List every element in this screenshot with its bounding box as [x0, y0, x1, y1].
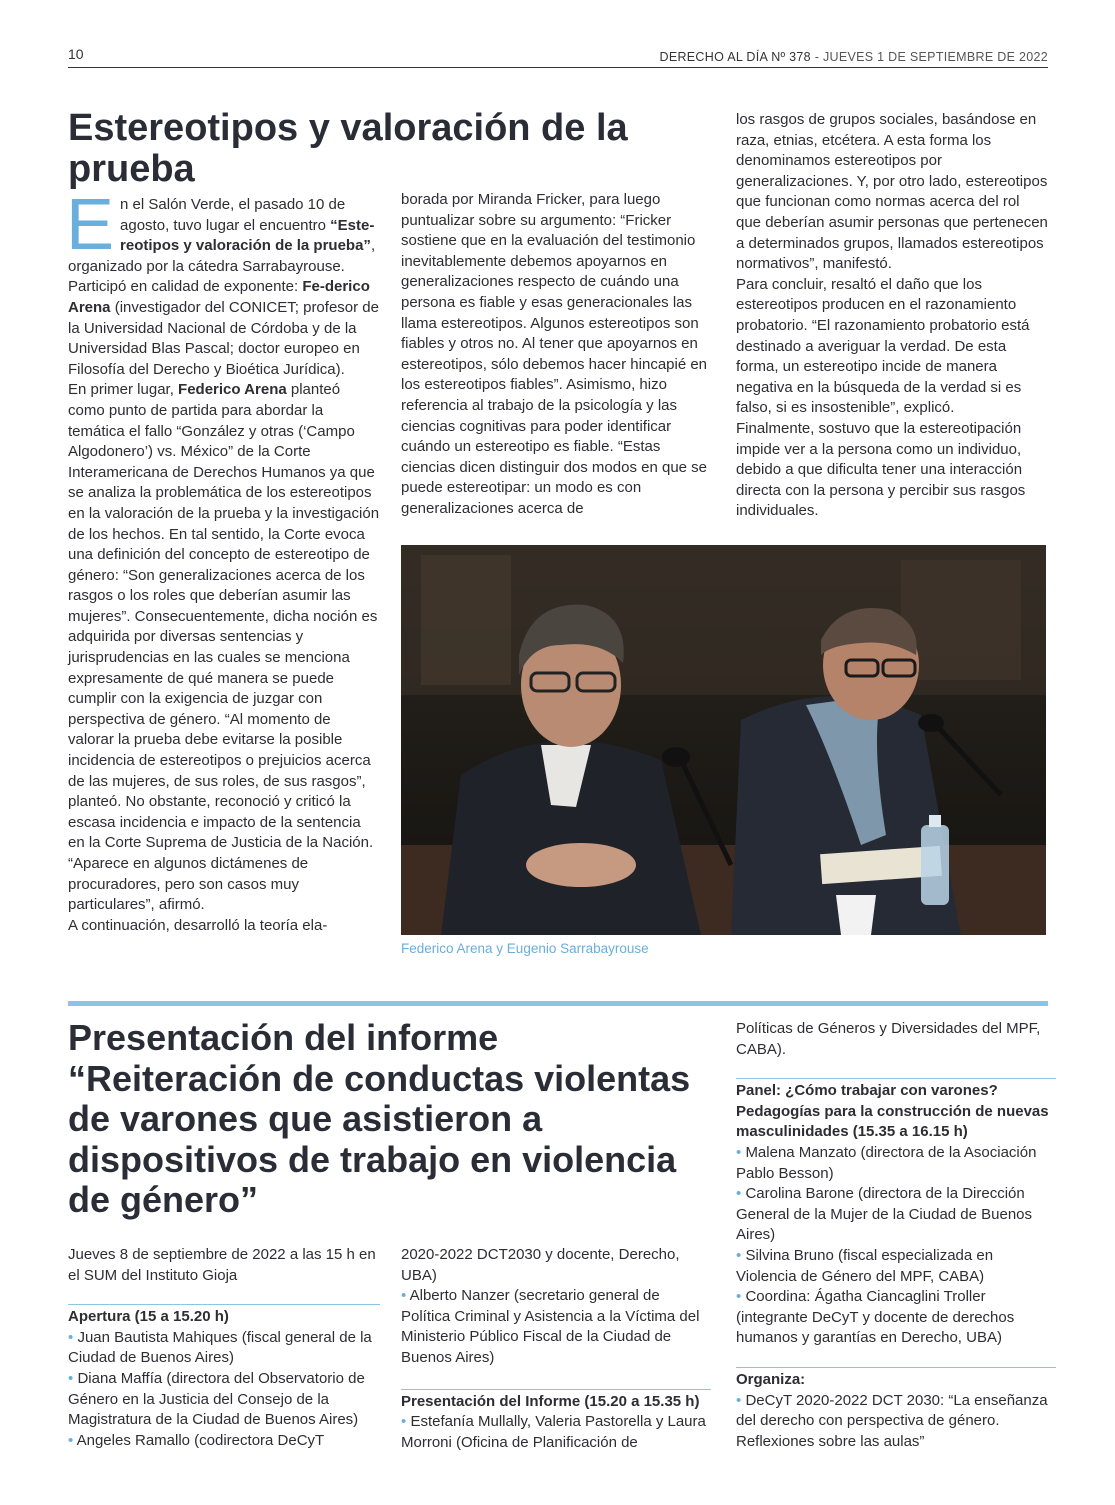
- bullet: •: [736, 1391, 742, 1409]
- article1-col1-p4: A continuación, desarrolló la teoría ela-: [68, 916, 328, 934]
- article1-col1-p3: [68, 380, 380, 915]
- photo-caption: Federico Arena y Eugenio Sarrabayrouse: [401, 941, 649, 956]
- bullet: •: [401, 1413, 407, 1431]
- running-head: [660, 50, 1049, 64]
- list-item: [401, 1286, 711, 1368]
- list-item-text: Alberto Nanzer (secretario general de Política Criminal y Asistencia a la Víctima del Ministerio Público Fiscal de la Ciudad de Buenos Aires): [401, 1287, 700, 1366]
- list-item-text: Diana Maffía (directora del Observatorio de Género en la Justicia del Consejo de la Magistratura de la Ciudad de Buenos Aires): [68, 1369, 365, 1429]
- text-run: Participó en calidad de exponente:: [68, 278, 303, 296]
- informe-heading: Presentación del Informe (15.20 a 15.35 h): [401, 1389, 711, 1413]
- page-number: 10: [68, 46, 84, 62]
- photo-illustration: [401, 545, 1046, 935]
- article2-title: Presentación del informe “Reiteración de conductas violentas de varones que asistieron a dispositivos de trabajo en violencia de género”: [68, 1017, 691, 1220]
- bullet: •: [68, 1431, 74, 1449]
- publication-name: DERECHO AL DÍA Nº 378: [659, 50, 811, 64]
- article1-column-2: [401, 190, 711, 520]
- article1-col2-text: borada por Miranda Fricker, para luego puntualizar sobre su argumento: “Fricker sostiene que en la evaluación del testimonio inevitablemente debemos apoyarnos en generalizaciones respecto de cuándo una persona es fiable y esas generacionales las llama estereotipos. Algunos estereotipos son fiables y otros no. Al tener que apoyarnos en estereotipos, sólo debemos hacer hincapié en los estereotipos fiables”. Asimismo, hizo referencia al trabajo de la psicología y las ciencias cognitivas para poder identificar cuándo un estereotipo es fiable. “Estas ciencias dicen distinguir dos modos en que se puede estereotipar: un modo es con generalizaciones acerca de: [401, 191, 708, 517]
- article1-col3-p1: los rasgos de grupos sociales, basándose en raza, etnias, etcétera. A esta forma los denominamos estereotipos por generalizaciones. Y, por otro lado, estereotipos que funcionan como normas acerca del rol que deberían asumir personas que pertenecen a determinados grupos, llamados estereotipos normativos”, manifestó.: [736, 111, 1048, 273]
- article2-column-1: [68, 1245, 380, 1451]
- event-intro: Jueves 8 de septiembre de 2022 a las 15 h en el SUM del Instituto Gioja: [68, 1246, 376, 1284]
- list-item: [736, 1143, 1056, 1184]
- text-run: , organizado por la cátedra Sarrabayrouse.: [68, 237, 376, 275]
- publication-date: - JUEVES 1 DE SEPTIEMBRE DE 2022: [810, 50, 1048, 64]
- article1-column-1: [66, 185, 380, 936]
- list-item: [736, 1246, 1056, 1287]
- list-item-text: Carolina Barone (directora de la Dirección General de la Mujer de la Ciudad de Buenos Aires): [736, 1185, 1033, 1244]
- list-item-continuation: Políticas de Géneros y Diversidades del MPF, CABA).: [736, 1020, 1041, 1058]
- list-item-text: Silvina Bruno (fiscal especializada en Violencia de Género del MPF, CABA): [736, 1246, 994, 1285]
- organiza-heading: Organiza:: [736, 1367, 1056, 1391]
- text-run: reotipos y valoración de la prueba”: [120, 237, 371, 255]
- text-run: En primer lugar,: [68, 381, 179, 399]
- bullet: •: [736, 1246, 742, 1264]
- list-item: [401, 1412, 711, 1453]
- list-item: [68, 1328, 380, 1369]
- list-item-text: Coordina: Ágatha Ciancaglini Troller (integrante DeCyT y docente de derechos humanos y garantías en Derecho, UBA): [736, 1288, 1015, 1347]
- bullet: •: [401, 1287, 407, 1305]
- speakers-photo: [401, 545, 1046, 935]
- list-item-text: DeCyT 2020-2022 DCT 2030: “La enseñanza del derecho con perspectiva de género. Reflexiones sobre las aulas”: [736, 1391, 1048, 1450]
- article1-column-3: [736, 110, 1048, 522]
- text-run: Fe-: [302, 278, 325, 296]
- section-divider: [68, 1001, 1048, 1006]
- panel-heading: Panel: ¿Cómo trabajar con varones? Pedagogías para la construcción de nuevas masculinidades (15.35 a 16.15 h): [736, 1078, 1056, 1143]
- dropcap: E: [66, 185, 115, 265]
- list-item: [68, 1431, 380, 1452]
- bullet: •: [736, 1185, 742, 1203]
- list-item: [736, 1287, 1056, 1349]
- article1-col1-p2: [68, 277, 380, 380]
- list-item-text: Juan Bautista Mahiques (fiscal general de la Ciudad de Buenos Aires): [68, 1328, 372, 1367]
- text-run: (investigador del CONICET; profesor de la Universidad Nacional de Córdoba y de la Universidad Blas Pascal; doctor europeo en Filosofía del Derecho y Bioética Jurídica).: [68, 298, 379, 378]
- text-run: “Este-: [330, 216, 375, 234]
- bullet: •: [736, 1288, 742, 1306]
- list-item: [736, 1391, 1056, 1453]
- bullet: •: [68, 1369, 74, 1387]
- text-run: n el Salón Verde, el pasado 10 de: [120, 196, 346, 213]
- article2-column-3: [736, 1019, 1056, 1452]
- list-item: [736, 1184, 1056, 1246]
- list-item-text: Angeles Ramallo (codirectora DeCyT: [76, 1431, 325, 1449]
- article1-col3-p3: Finalmente, sostuvo que la estereotipación impide ver a la persona como un individuo, debido a que dificulta tener una interacción directa con la persona y percibir sus rasgos individuales.: [736, 419, 1026, 520]
- list-item-continuation: 2020-2022 DCT2030 y docente, Derecho, UBA): [401, 1246, 680, 1284]
- article1-col3-p2: Para concluir, resaltó el daño que los estereotipos producen en el razonamiento probatorio. “El razonamiento probatorio está destinado a averiguar la verdad. De esta forma, un estereotipo incide de manera negativa en la búsqueda de la verdad si es falso, si es insostenible”, explicó.: [736, 275, 1030, 417]
- bullet: •: [68, 1328, 74, 1346]
- bullet: •: [736, 1143, 742, 1161]
- text-run: derico Arena: [68, 278, 370, 316]
- article1-title: Estereotipos y valoración de la prueba: [68, 107, 628, 190]
- text-run: planteó como punto de partida para abordar la temática el fallo “González y otras (‘Campo Algodonero’) vs. México” de la Corte Interamericana de Derechos Humanos ya que se analiza la problemática de los estereotipos en la valoración de la prueba y la investigación de los hechos. En tal sentido, la Corte evoca una definición del concepto de estereotipo de género: “Son generalizaciones acerca de los rasgos o los roles que deberían asumir las mujeres”. Consecuentemente, dicha noción es adquirida por diversas sentencias y jurisprudencias en las cuales se menciona expresamente de qué manera se puede cumplir con la exigencia de juzgar con perspectiva de género. “Al momento de valorar la prueba debe evitarse la posible incidencia de estereotipos o prejuicios acerca de las mujeres, de sus roles, de sus rasgos”, planteó. No obstante, reconoció y criticó la escasa incidencia e impacto de la sentencia en la Corte Suprema de Justicia de la Nación. “Aparece en algunos dictámenes de procuradores, pero son casos muy particulares”, afirmó.: [68, 381, 380, 914]
- apertura-heading: Apertura (15 a 15.20 h): [68, 1304, 380, 1328]
- text-run: agosto, tuvo lugar el encuentro: [120, 216, 331, 234]
- article2-column-2: [401, 1245, 711, 1453]
- speaker-name-bold: Federico Arena: [178, 381, 287, 399]
- list-item-text: Malena Manzato (directora de la Asociación Pablo Besson): [736, 1143, 1037, 1182]
- page-header: [68, 44, 1048, 68]
- article1-col1-p1: [66, 185, 380, 277]
- list-item: [68, 1369, 380, 1431]
- list-item-text: Estefanía Mullally, Valeria Pastorella y Laura Morroni (Oficina de Planificación de: [401, 1413, 706, 1451]
